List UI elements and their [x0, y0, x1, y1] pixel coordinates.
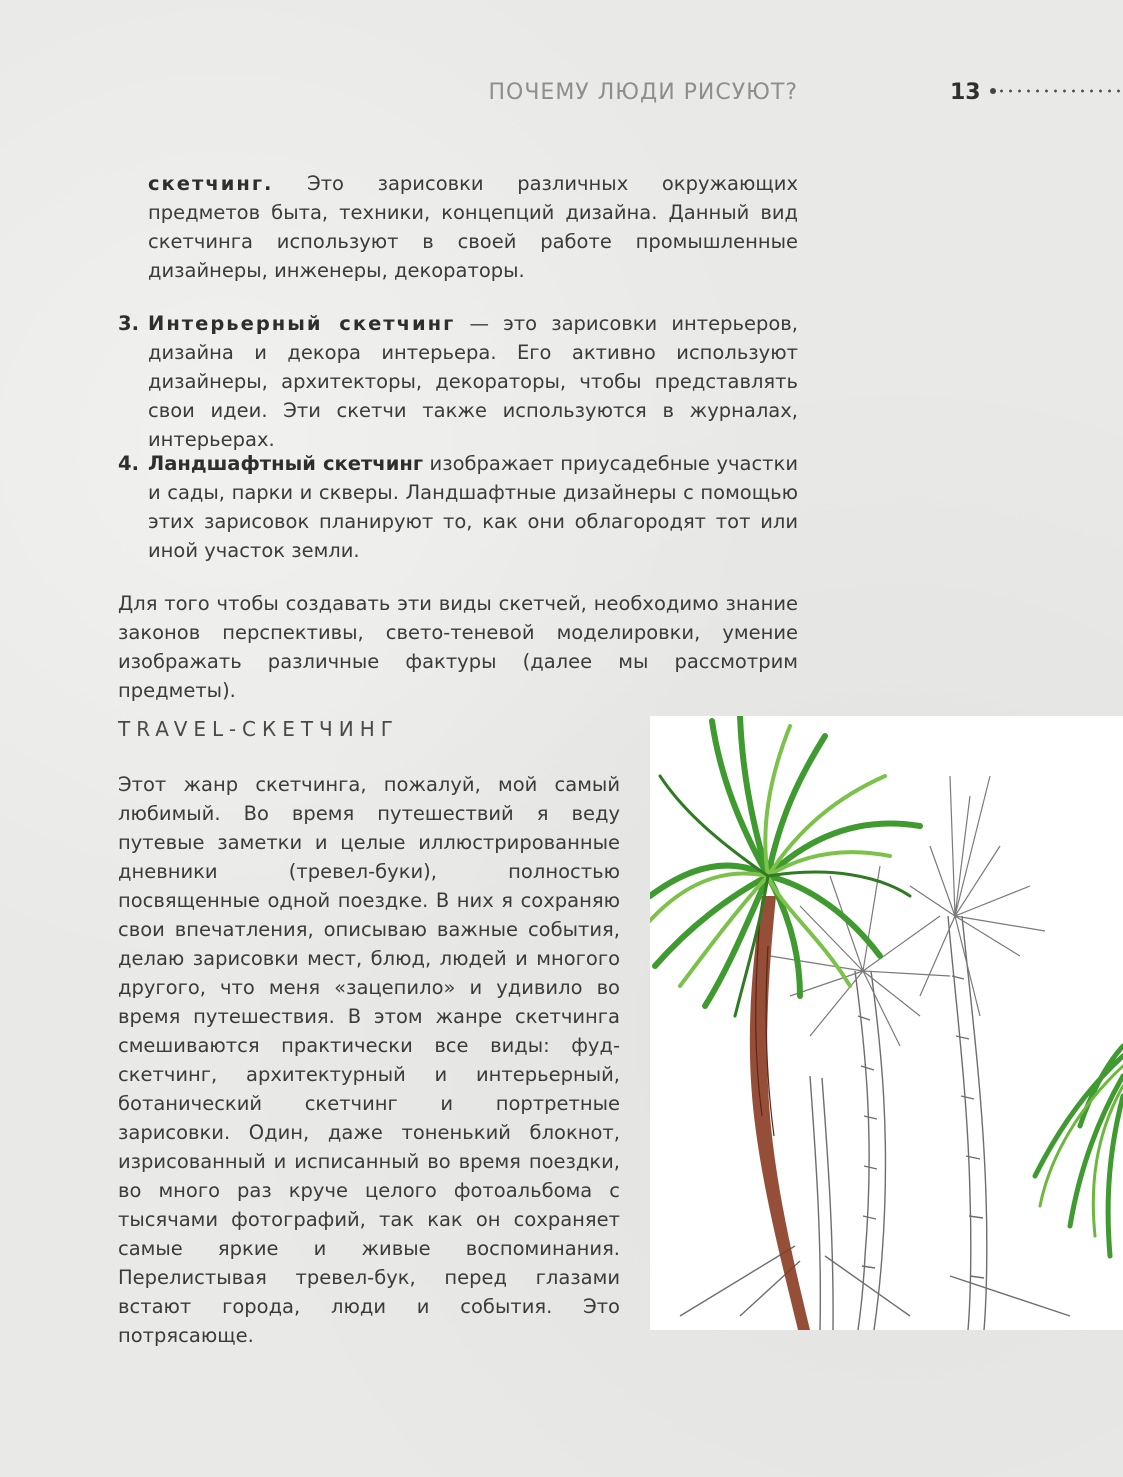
list-item-text: Это зарисовки различных окружающих предметов быта, техники, концепций дизайна. Данный вид скетчинга используют в своей работе промышленные дизайнеры, инженеры, декораторы. — [148, 172, 798, 282]
list-item-landscape-sketching — [118, 449, 798, 565]
list-item-text: изображает приусадебные участки и сады, парки и скверы. Ландшафтные дизайнеры с помощью этих зарисовок планируют то, как они облагородят тот или иной участок земли. — [148, 452, 798, 562]
page-number: 13 — [950, 80, 981, 105]
chapter-title: ПОЧЕМУ ЛЮДИ РИСУЮТ? — [488, 80, 798, 105]
summary-paragraph: Для того чтобы создавать эти виды скетчей, необходимо знание законов перспективы, свето-теневой моделировки, умение изображать различные фактуры (далее мы рассмотрим предметы). — [118, 592, 798, 702]
list-item-term: Интерьерный скетчинг — [148, 312, 456, 335]
running-header — [0, 80, 1123, 110]
continued-list-item — [148, 169, 798, 285]
list-item-text: — это зарисовки интерьеров, дизайна и декора интерьера. Его активно используют дизайнеры, архитекторы, декораторы, чтобы представлять свои идеи. Эти скетчи также используются в журналах, интерьерах. — [148, 312, 798, 451]
list-item-number: 4. — [118, 452, 139, 475]
palm-sketch-drawing — [650, 716, 1123, 1330]
list-item-number: 3. — [118, 312, 139, 335]
pencil-trunks — [680, 916, 1070, 1330]
right-palm-fronds — [1035, 1046, 1123, 1256]
list-item-term: Ландшафтный скетчинг — [148, 452, 424, 475]
pencil-fronds — [770, 776, 1045, 1046]
dot-leader-decoration — [988, 88, 1123, 94]
section-heading: TRAVEL-СКЕТЧИНГ — [118, 717, 399, 741]
list-item-interior-sketching — [118, 309, 798, 454]
list-item-term: скетчинг. — [148, 172, 274, 195]
travel-sketching-paragraph: Этот жанр скетчинга, пожалуй, мой самый любимый. Во время путешествий я веду путевые заметки и целые иллюстрированные дневники (тревел-буки), полностью посвященные одной поездке. В них я сохраняю свои впечатления, описываю важные события, делаю зарисовки мест, блюд, людей и многого другого, что меня «зацепило» и удивило во время путешествия. В этом жанре скетчинга смешиваются практически все виды: фуд-скетчинг, архитектурный и интерьерный, ботанический скетчинг и портретные зарисовки. Один, даже тоненький блокнот, изрисованный и исписанный во время поездки, во много раз круче целого фотоальбома с тысячами фотографий, так как он сохраняет самые яркие и живые воспоминания. Перелистывая тревел-бук, перед глазами встают города, люди и события. Это потрясающе. — [118, 773, 620, 1347]
palm-tree-illustration — [650, 716, 1123, 1330]
